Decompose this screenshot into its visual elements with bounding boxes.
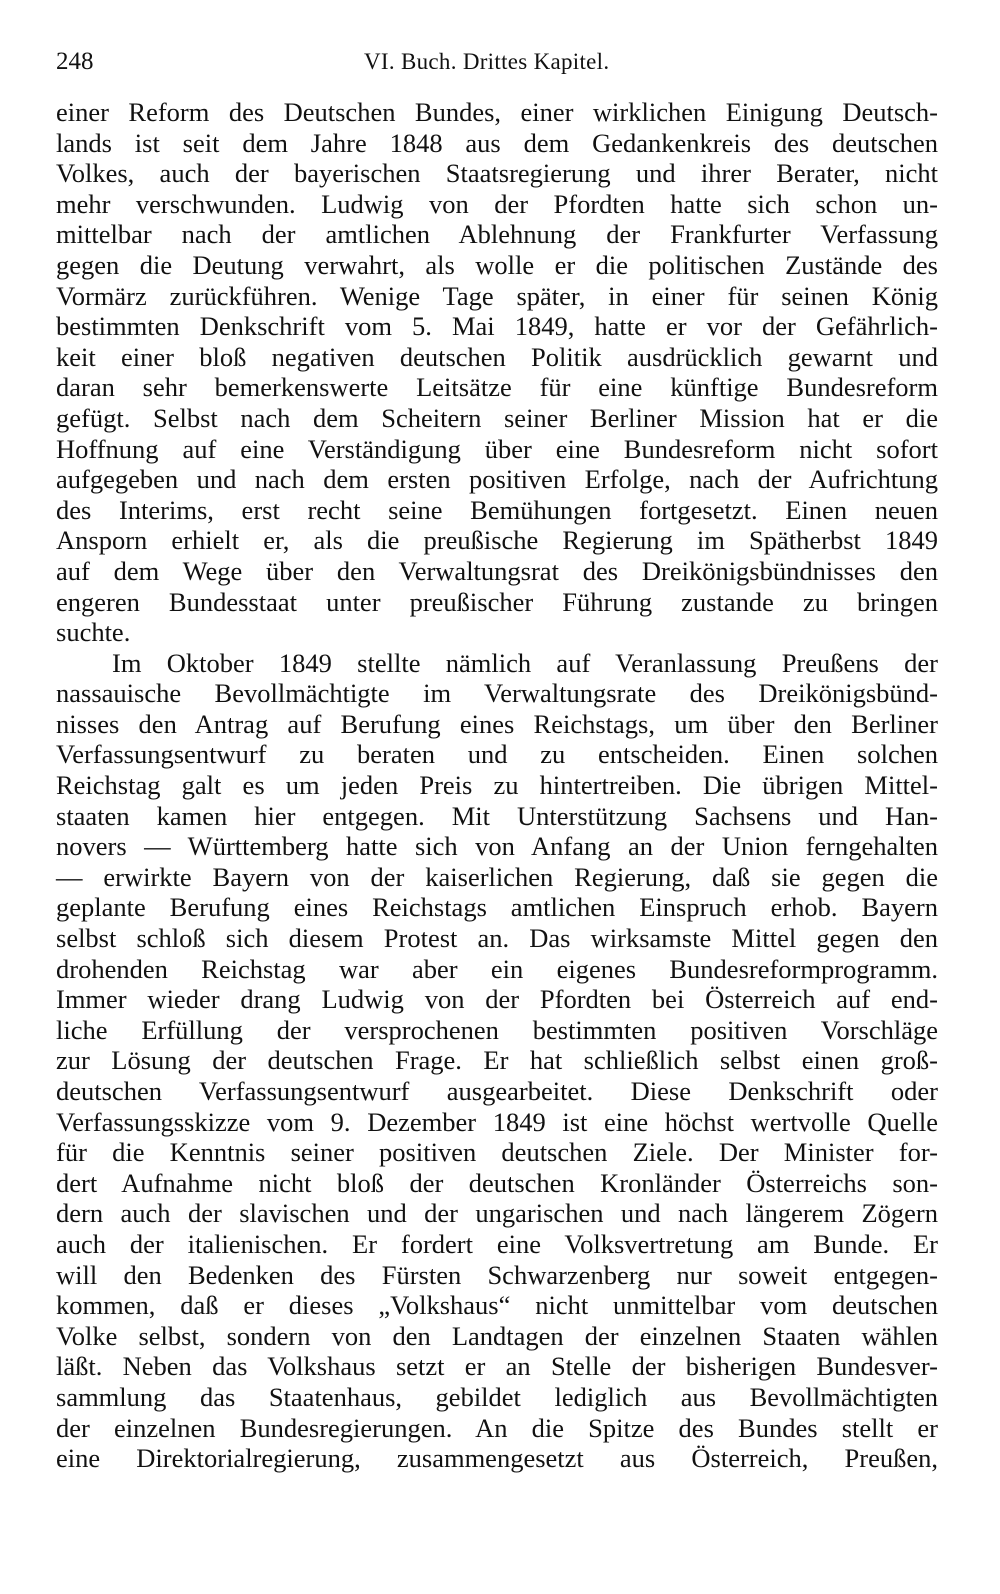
text-line: aufgegeben und nach dem ersten positiven Erfolge, nach der Aufrichtung xyxy=(56,464,938,495)
page-header xyxy=(56,44,938,80)
text-line: liche Erfüllung der versprochenen bestimmten positiven Vorschläge xyxy=(56,1014,938,1045)
text-line: des Interims, erst recht seine Bemühungen fortgesetzt. Einen neuen xyxy=(56,494,938,525)
text-line: sammlung das Staatenhaus, gebildet lediglich aus Bevollmächtigten xyxy=(56,1381,938,1412)
text-line: drohenden Reichstag war aber ein eigenes Bundesreformprogramm. xyxy=(56,953,938,984)
text-line: keit einer bloß negativen deutschen Politik ausdrücklich gewarnt und xyxy=(56,341,938,372)
body-text xyxy=(56,97,938,1474)
text-line: zur Lösung der deutschen Frage. Er hat schließlich selbst einen groß- xyxy=(56,1045,938,1076)
text-line: selbst schloß sich diesem Protest an. Das wirksamste Mittel gegen den xyxy=(56,923,938,954)
text-line: — erwirkte Bayern von der kaiserlichen Regierung, daß sie gegen die xyxy=(56,861,938,892)
text-line: geplante Berufung eines Reichstags amtlichen Einspruch erhob. Bayern xyxy=(56,892,938,923)
text-line: Verfassungsskizze vom 9. Dezember 1849 ist eine höchst wertvolle Quelle xyxy=(56,1106,938,1137)
text-line: Hoffnung auf eine Verständigung über eine Bundesreform nicht sofort xyxy=(56,433,938,464)
book-page xyxy=(56,44,938,1474)
text-line: Volkes, auch der bayerischen Staatsregierung und ihrer Berater, nicht xyxy=(56,158,938,189)
text-line: staaten kamen hier entgegen. Mit Unterstützung Sachsens und Han- xyxy=(56,800,938,831)
text-line: auf dem Wege über den Verwaltungsrat des Dreikönigsbündnisses den xyxy=(56,555,938,586)
text-line: nisses den Antrag auf Berufung eines Reichstags, um über den Berliner xyxy=(56,708,938,739)
text-line: dern auch der slavischen und der ungarischen und nach längerem Zögern xyxy=(56,1198,938,1229)
text-line: lands ist seit dem Jahre 1848 aus dem Gedankenkreis des deutschen xyxy=(56,127,938,158)
text-line: dert Aufnahme nicht bloß der deutschen Kronländer Österreichs son- xyxy=(56,1167,938,1198)
text-line: der einzelnen Bundesregierungen. An die Spitze des Bundes stellt er xyxy=(56,1412,938,1443)
text-line: will den Bedenken des Fürsten Schwarzenberg nur soweit entgegen- xyxy=(56,1259,938,1290)
text-line: novers — Württemberg hatte sich von Anfang an der Union ferngehalten xyxy=(56,831,938,862)
text-line: engeren Bundesstaat unter preußischer Führung zustande zu bringen xyxy=(56,586,938,617)
page-number: 248 xyxy=(56,48,94,75)
text-line: läßt. Neben das Volkshaus setzt er an Stelle der bisherigen Bundesver- xyxy=(56,1351,938,1382)
text-line: Verfassungsentwurf zu beraten und zu entscheiden. Einen solchen xyxy=(56,739,938,770)
text-line: deutschen Verfassungsentwurf ausgearbeitet. Diese Denkschrift oder xyxy=(56,1076,938,1106)
text-line: mittelbar nach der amtlichen Ablehnung der Frankfurter Verfassung xyxy=(56,219,938,250)
text-line: gegen die Deutung verwahrt, als wolle er die politischen Zustände des xyxy=(56,249,938,280)
text-line: suchte. xyxy=(56,617,131,648)
text-line: Im Oktober 1849 stellte nämlich auf Veranlassung Preußens der xyxy=(112,647,938,678)
text-line: gefügt. Selbst nach dem Scheitern seiner Berliner Mission hat er die xyxy=(56,402,938,433)
text-line: Vormärz zurückführen. Wenige Tage später, in einer für seinen König xyxy=(56,280,938,311)
text-line: mehr verschwunden. Ludwig von der Pfordten hatte sich schon un- xyxy=(56,188,938,219)
text-line: bestimmten Denkschrift vom 5. Mai 1849, hatte er vor der Gefährlich- xyxy=(56,311,938,342)
text-line: Reichstag galt es um jeden Preis zu hintertreiben. Die übrigen Mittel- xyxy=(56,770,938,801)
text-line: Immer wieder drang Ludwig von der Pfordten bei Österreich auf end- xyxy=(56,984,938,1015)
text-line: daran sehr bemerkenswerte Leitsätze für eine künftige Bundesreform xyxy=(56,372,938,403)
text-line: Ansporn erhielt er, als die preußische Regierung im Spätherbst 1849 xyxy=(56,525,938,556)
text-line: eine Direktorialregierung, zusammengesetzt aus Österreich, Preußen, xyxy=(56,1443,938,1474)
running-head: VI. Buch. Drittes Kapitel. xyxy=(364,49,610,74)
text-line: kommen, daß er dieses „Volkshaus“ nicht unmittelbar vom deutschen xyxy=(56,1290,938,1321)
text-line: Volke selbst, sondern von den Landtagen der einzelnen Staaten wählen xyxy=(56,1320,938,1351)
text-line: nassauische Bevollmächtigte im Verwaltungsrate des Dreikönigsbünd- xyxy=(56,678,938,709)
text-line: auch der italienischen. Er fordert eine Volksvertretung am Bunde. Er xyxy=(56,1228,938,1259)
text-line: einer Reform des Deutschen Bundes, einer wirklichen Einigung Deutsch- xyxy=(56,97,938,127)
text-line: für die Kenntnis seiner positiven deutschen Ziele. Der Minister for- xyxy=(56,1137,938,1168)
